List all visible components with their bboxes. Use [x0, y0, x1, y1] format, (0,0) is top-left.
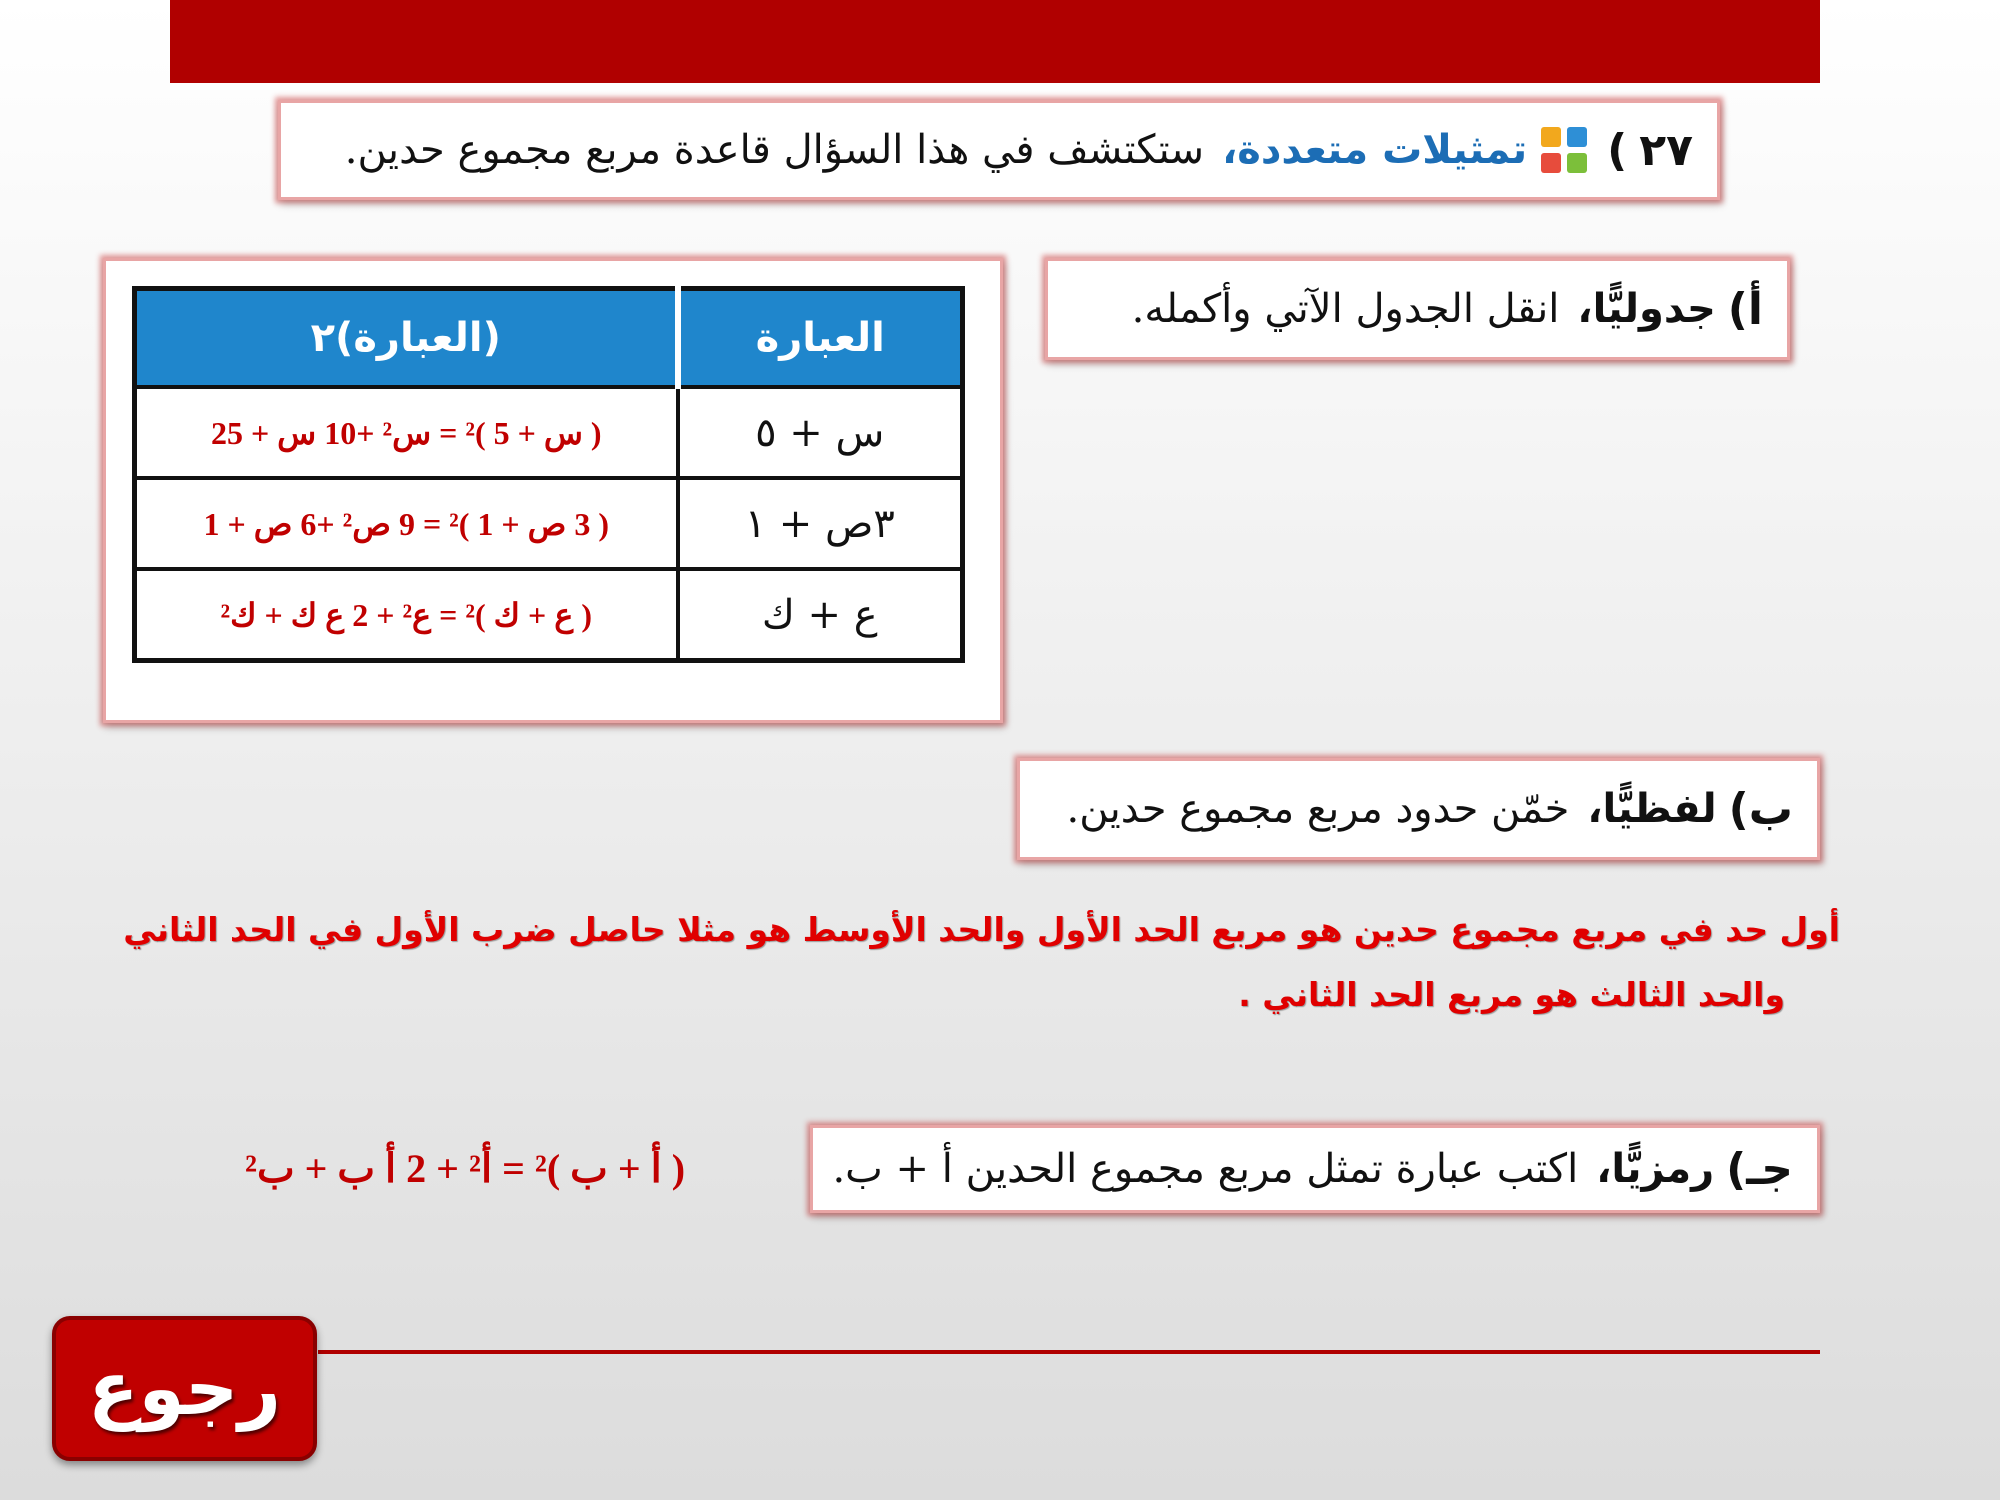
- header-text: ستكتشف في هذا السؤال قاعدة مربع مجموع حدين.: [344, 127, 1205, 173]
- answer-c: ( أ + ب )² = أ² + 2 أ ب + ب²: [244, 1146, 686, 1191]
- multiple-representations-icon: [1541, 127, 1587, 173]
- square-answer-cell: ( س + 5 )² = س² +10 س + 25: [135, 387, 678, 478]
- part-b-text: خمّن حدود مربع مجموع حدين.: [1066, 786, 1570, 832]
- part-b-letter: ب): [1728, 783, 1793, 835]
- part-a-text: انقل الجدول الآتي وأكمله.: [1131, 286, 1560, 332]
- back-button[interactable]: رجوع: [52, 1316, 317, 1461]
- expression-table: [132, 286, 965, 663]
- table-header-row: [135, 289, 963, 388]
- square-answer-cell: ( 3 ص + 1 )² = 9 ص² +6 ص + 1: [135, 478, 678, 569]
- part-c-text: اكتب عبارة تمثل مربع مجموع الحدين أ + ب.: [832, 1146, 1579, 1192]
- question-number: ٢٧: [1639, 124, 1693, 176]
- table-card: [103, 258, 1003, 723]
- part-c-letter: جـ): [1726, 1143, 1793, 1195]
- table-row: [135, 387, 963, 478]
- top-banner: [170, 0, 1820, 83]
- table-row: [135, 569, 963, 661]
- table-row: [135, 478, 963, 569]
- part-a-label: جدوليًّا،: [1577, 286, 1716, 332]
- part-a-card: [1045, 258, 1790, 360]
- question-header-card: [278, 100, 1720, 200]
- header-label: تمثيلات متعددة،: [1222, 127, 1528, 173]
- part-c-label: رمزيًّا،: [1596, 1146, 1715, 1192]
- header-expression-squared: (العبارة)٢: [135, 289, 678, 388]
- part-a-letter: أ): [1727, 283, 1763, 335]
- expression-cell: س + ٥: [678, 387, 963, 478]
- answer-b-line-2: والحد الثالث هو مربع الحد الثاني .: [1238, 975, 1785, 1014]
- footer-divider: [318, 1350, 1820, 1354]
- part-b-label: لفظيًّا،: [1587, 786, 1717, 832]
- expression-cell: ع + ك: [678, 569, 963, 661]
- question-paren: ): [1607, 124, 1628, 176]
- square-answer-cell: ( ع + ك )² = ع² + 2 ع ك + ك²: [135, 569, 678, 661]
- part-b-card: [1017, 758, 1820, 860]
- answer-b-line-1: أول حد في مربع مجموع حدين هو مربع الحد الأول والحد الأوسط هو مثلا حاصل ضرب الأول في الحد الثاني: [123, 910, 1840, 949]
- header-expression: العبارة: [678, 289, 963, 388]
- expression-cell: ٣ص + ١: [678, 478, 963, 569]
- part-c-card: [810, 1125, 1820, 1213]
